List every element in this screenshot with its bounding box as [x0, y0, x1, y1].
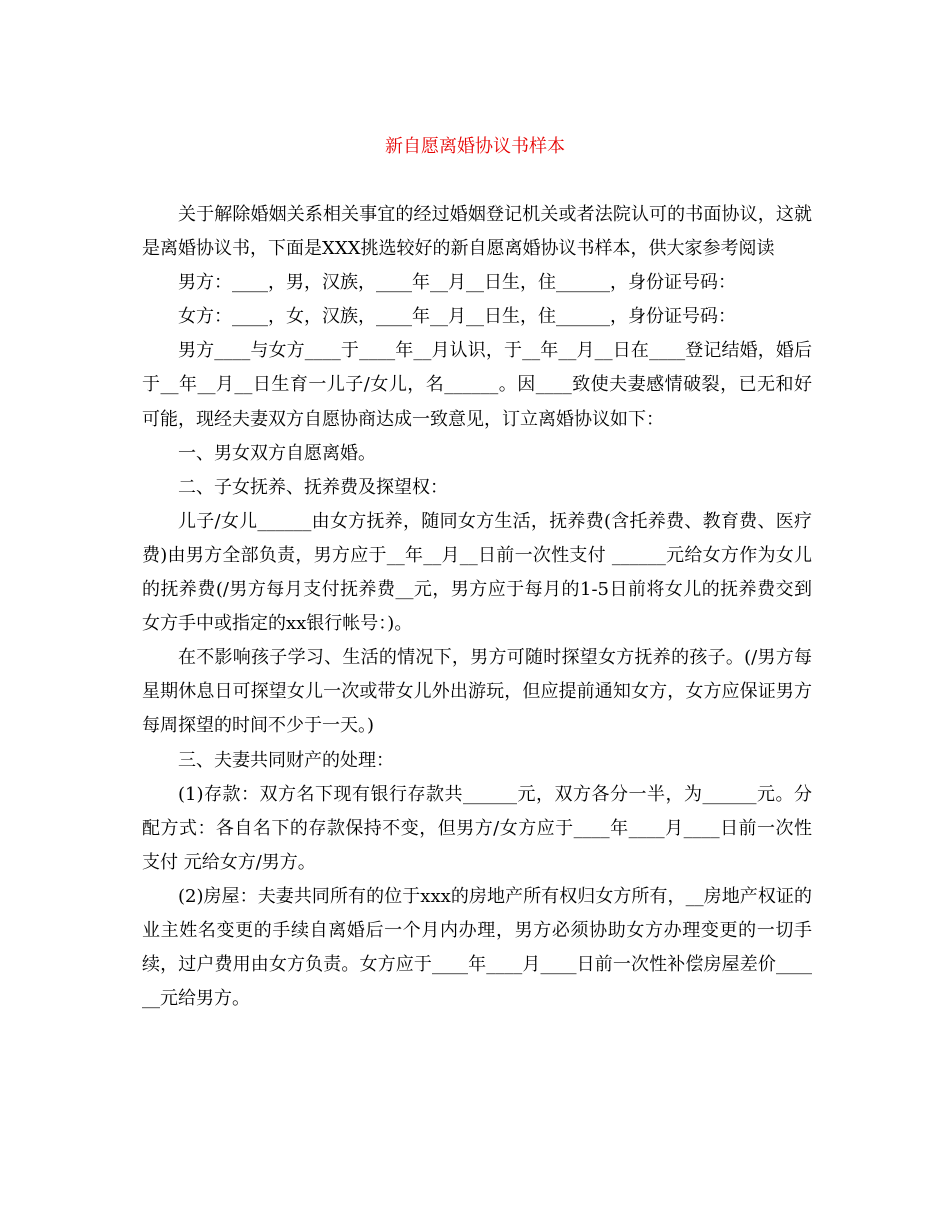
clause-3-heading: 三、夫妻共同财产的处理： — [178, 749, 394, 771]
document-title: 新自愿离婚协议书样本 — [385, 136, 565, 157]
intro-paragraph: 关于解除婚姻关系相关事宜的经过婚姻登记机关或者法院认可的书面协议，这就是离婚协议书，下面是XXX挑选较好的新自愿离婚协议书样本，供大家参考阅读 — [142, 204, 812, 260]
wife-info-line: 女方：____，女，汉族，____年__月__日生，住______，身份证号码： — [178, 306, 736, 328]
clause-2-heading: 二、子女抚养、抚养费及探望权： — [178, 476, 448, 498]
visitation-paragraph: 在不影响孩子学习、生活的情况下，男方可随时探望女方抚养的孩子。(/男方每星期休息日可探望女儿一次或带女儿外出游玩，但应提前通知女方，女方应保证男方每周探望的时间不少于一天。) — [142, 647, 812, 737]
document-body — [142, 198, 812, 1016]
child-support-paragraph: 儿子/女儿______由女方抚养，随同女方生活，抚养费(含托养费、教育费、医疗费)由男方全部负责，男方应于__年__月__日前一次性支付 ______元给女方作为女儿的抚养费(/男方每月支付抚养费__元，男方应于每月的1-5日前将女儿的抚养费交到女方手中或指定的xx银行帐号：)。 — [142, 510, 812, 635]
deposit-paragraph: (1)存款：双方名下现有银行存款共______元，双方各分一半，为______元。分配方式：各自名下的存款保持不变，但男方/女方应于____年____月____日前一次性支付 元给女方/男方。 — [142, 783, 812, 873]
property-paragraph: (2)房屋：夫妻共同所有的位于xxx的房地产所有权归女方所有，__房地产权证的业主姓名变更的手续自离婚后一个月内办理，男方必须协助女方办理变更的一切手续，过户费用由女方负责。女方应于____年____月____日前一次性补偿房屋差价______元给男方。 — [142, 885, 812, 1010]
husband-info-line: 男方：____，男，汉族，____年__月__日生，住______，身份证号码： — [178, 272, 736, 294]
marriage-background-paragraph: 男方____与女方____于____年__月认识，于__年__月__日在____登记结婚，婚后于__年__月__日生育一儿子/女儿，名______。因____致使夫妻感情破裂，已无和好可能，现经夫妻双方自愿协商达成一致意见，订立离婚协议如下： — [142, 340, 812, 430]
clause-1-heading: 一、男女双方自愿离婚。 — [178, 442, 376, 464]
